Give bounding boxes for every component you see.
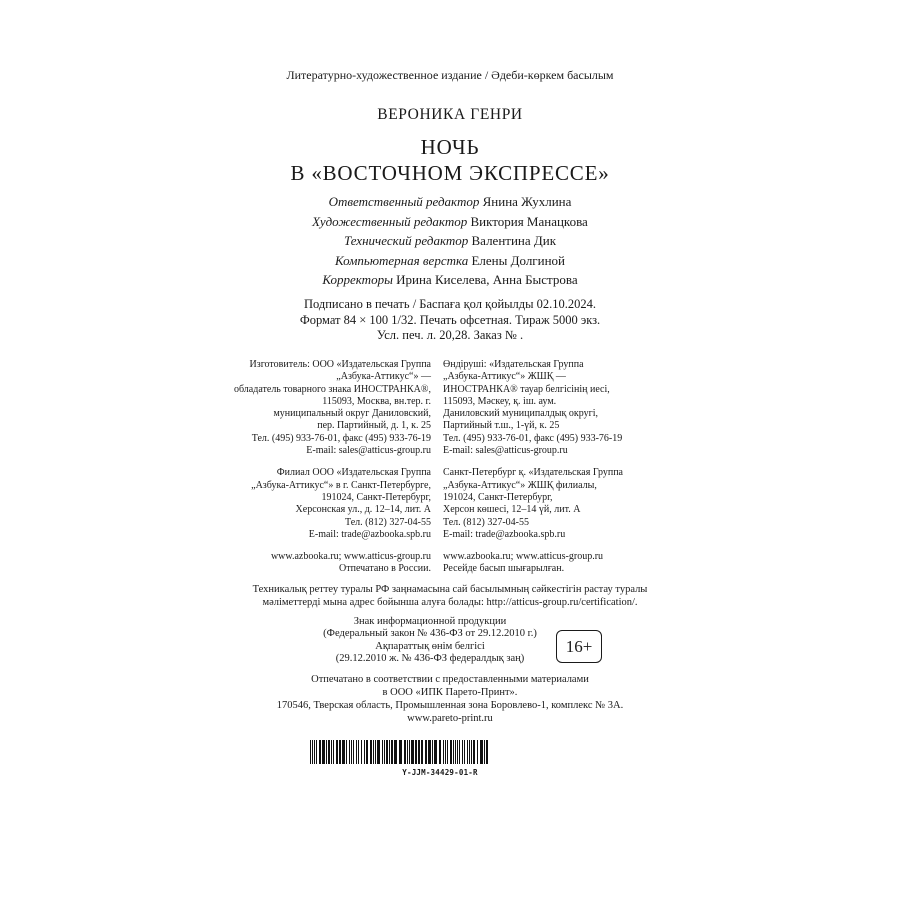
print-detail-line: Подписано в печать / Баспаға қол қойылды 02.10.2024. — [303, 297, 597, 311]
age-rating-badge: 16+ — [556, 630, 602, 663]
address-line: Даниловский муниципалдық округі, — [443, 408, 598, 420]
credit-line — [200, 231, 700, 251]
book-title — [200, 134, 700, 186]
credit-name: Ирина Киселева, Анна Быстрова — [396, 272, 578, 287]
credit-name: Валентина Дик — [471, 233, 557, 248]
printer-info — [200, 673, 700, 725]
address-line: Херсон көшесі, 12–14 үй, лит. А — [443, 504, 581, 516]
address-line: пер. Партийный, д. 1, к. 25 — [317, 420, 431, 432]
title-line: В «ВОСТОЧНОМ ЭКСПРЕССЕ» — [290, 161, 610, 185]
address-line: 191024, Санкт-Петербург, — [443, 491, 553, 503]
email-line: E-mail: sales@atticus-group.ru — [443, 445, 568, 457]
credit-role: Компьютерная верстка — [334, 252, 469, 268]
print-details — [200, 297, 700, 344]
credit-name: Янина Жухлина — [482, 194, 572, 209]
publisher-column-kz — [443, 359, 623, 586]
print-detail-line: Усл. печ. л. 20,28. Заказ № . — [376, 328, 524, 342]
address-line: „Азбука-Аттикус“» ЖШҚ — — [443, 371, 566, 383]
address-line: обладатель товарного знака ИНОСТРАНКА®, — [233, 383, 431, 395]
email-line: E-mail: trade@azbooka.spb.ru — [308, 528, 431, 540]
info-sign-line: Знак информационной продукции — [353, 616, 507, 627]
credit-role: Корректоры — [322, 272, 393, 287]
address-line: Изготовитель: ООО «Издательская Группа — [249, 359, 431, 370]
printer-line: Отпечатано в соответствии с предоставленными материалами — [311, 674, 589, 685]
address-line: „Азбука-Аттикус“» — — [336, 371, 431, 383]
address-line: Партийный т.ш., 1-үй, к. 25 — [443, 420, 560, 432]
certification-line: мәліметтерді мына адрес бойынша алуға болады: http://atticus-group.ru/certification/. — [262, 597, 638, 608]
branch-block-ru — [234, 467, 431, 541]
printer-website: www.pareto-print.ru — [407, 713, 493, 724]
credit-role: Ответственный редактор — [328, 194, 480, 209]
email-line: E-mail: trade@azbooka.spb.ru — [443, 528, 566, 540]
website-line: www.azbooka.ru; www.atticus-group.ru — [443, 551, 604, 563]
address-line: Херсонская ул., д. 12–14, лит. А — [295, 504, 431, 516]
certification-line: Техникалық реттеу туралы РФ заңнамасына сай басылымның сәйкестігін растау туралы — [252, 584, 648, 595]
info-sign-line: Ақпараттық өнім белгісі — [375, 640, 485, 652]
address-line: 115093, Москва, вн.тер. г. — [322, 395, 431, 407]
printed-in-line: Отпечатано в России. — [339, 563, 431, 575]
publisher-block-ru — [234, 359, 431, 457]
website-line: www.azbooka.ru; www.atticus-group.ru — [270, 551, 431, 563]
publisher-column-ru — [234, 359, 431, 586]
title-line: НОЧЬ — [420, 135, 480, 159]
author-name: ВЕРОНИКА ГЕНРИ — [377, 106, 523, 123]
address-line: Санкт-Петербург қ. «Издательская Группа — [443, 467, 623, 479]
address-line: „Азбука-Аттикус“» в г. Санкт-Петербурге, — [251, 479, 431, 491]
email-line: E-mail: sales@atticus-group.ru — [306, 445, 431, 457]
address-line: Тел. (812) 327-04-55 — [345, 516, 431, 528]
address-line: Филиал ООО «Издательская Группа — [276, 467, 431, 479]
print-detail-line: Формат 84 × 100 1/32. Печать офсетная. Тираж 5000 экз. — [299, 312, 601, 327]
barcode-icon — [310, 740, 490, 764]
address-line: 115093, Мәскеу, қ. іш. аум. — [443, 395, 557, 407]
info-sign-line: (Федеральный закон № 436-ФЗ от 29.12.2010 г.) — [323, 628, 537, 640]
printer-line: в ООО «ИПК Парето-Принт». — [382, 687, 518, 698]
credit-line — [200, 192, 700, 212]
credits-list — [200, 192, 700, 290]
credit-name: Виктория Манацкова — [470, 213, 588, 229]
address-line: „Азбука-Аттикус“» ЖШҚ филиалы, — [443, 479, 597, 491]
address-line: Тел. (812) 327-04-55 — [443, 516, 529, 528]
address-line: Өндіруші: «Издательская Группа — [443, 359, 584, 370]
publisher-block-kz — [443, 359, 623, 457]
address-line: Тел. (495) 933-76-01, факс (495) 933-76-19 — [251, 432, 431, 444]
web-block-kz — [443, 551, 623, 576]
credit-role: Художественный редактор — [312, 213, 468, 229]
certification-note — [200, 583, 700, 609]
credit-line — [200, 270, 700, 290]
address-line: Тел. (495) 933-76-01, факс (495) 933-76-19 — [443, 432, 623, 444]
barcode-label: Y-JJM-34429-01-R — [402, 768, 478, 777]
edition-type: Литературно-художественное издание / Әдеби-көркем басылым — [286, 68, 614, 82]
branch-block-kz — [443, 467, 623, 541]
credit-role: Технический редактор — [343, 233, 469, 248]
info-sign-line: (29.12.2010 ж. № 436-ФЗ федералдық заң) — [335, 652, 525, 664]
info-product-sign — [300, 616, 560, 665]
printed-in-line: Ресейде басып шығарылған. — [443, 563, 565, 575]
credit-line — [200, 251, 700, 271]
address-line: муниципальный округ Даниловский, — [273, 408, 431, 420]
printer-line: 170546, Тверская область, Промышленная зона Боровлево-1, комплекс № 3А. — [276, 700, 624, 711]
address-line: 191024, Санкт-Петербург, — [321, 491, 431, 503]
credit-line — [200, 212, 700, 232]
web-block-ru — [234, 551, 431, 576]
credit-name: Елены Долгиной — [471, 252, 566, 268]
address-line: ИНОСТРАНКА® тауар белгісінің иесі, — [443, 383, 610, 395]
